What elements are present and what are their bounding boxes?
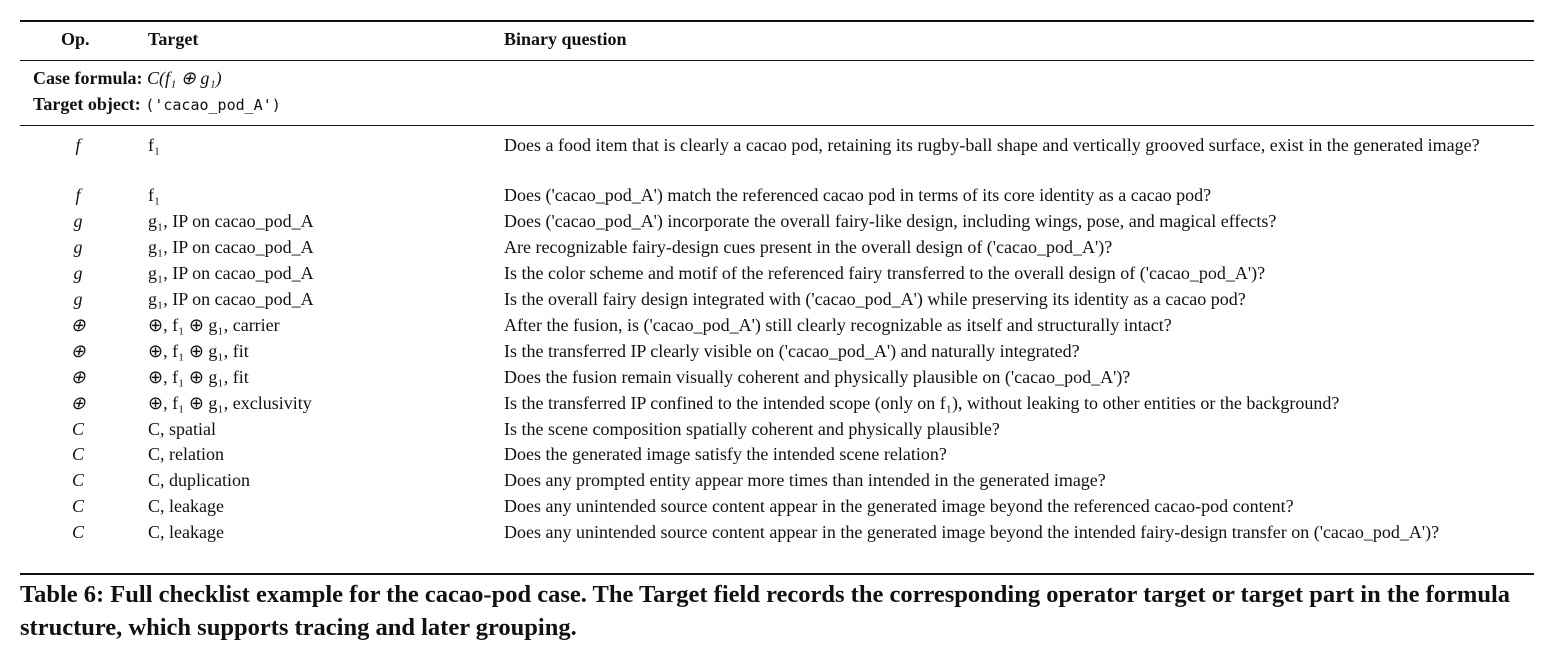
row-op: C xyxy=(71,496,84,516)
header-rule xyxy=(20,60,1534,61)
header-target: Target xyxy=(148,29,199,49)
row-op: ⊕ xyxy=(70,315,86,335)
header-op: Op. xyxy=(61,29,90,49)
row-op: ⊕ xyxy=(70,393,86,413)
row-op: C xyxy=(71,470,84,490)
row-target: g₁, IP on cacao_pod_A xyxy=(148,263,314,283)
row-question: After the fusion, is ('cacao_pod_A') still clearly recognizable as itself and structurally intact? xyxy=(504,315,1172,335)
row-target: f₁ xyxy=(148,135,161,155)
target-object xyxy=(33,94,281,115)
row-question: Does the fusion remain visually coherent and physically plausible on ('cacao_pod_A')? xyxy=(504,367,1131,387)
row-op: g xyxy=(73,211,83,231)
row-target: g₁, IP on cacao_pod_A xyxy=(148,289,314,309)
case-formula-value: C(f₁ ⊕ g₁) xyxy=(146,68,222,88)
row-question: Is the color scheme and motif of the referenced fairy transferred to the overall design of ('cacao_pod_A')? xyxy=(504,263,1266,283)
row-question: Is the transferred IP clearly visible on ('cacao_pod_A') and naturally integrated? xyxy=(504,341,1080,361)
target-object-label: Target object: xyxy=(33,94,141,114)
row-target: ⊕, f₁ ⊕ g₁, carrier xyxy=(148,315,280,335)
case-formula-label: Case formula: xyxy=(33,68,143,88)
row-op: g xyxy=(73,237,83,257)
row-op: g xyxy=(73,289,83,309)
row-target: C, duplication xyxy=(148,470,250,490)
row-question: Does any prompted entity appear more times than intended in the generated image? xyxy=(504,470,1106,490)
header-question: Binary question xyxy=(504,29,627,49)
row-target: C, relation xyxy=(148,444,224,464)
case-rule xyxy=(20,125,1534,126)
row-question: Are recognizable fairy-design cues present in the overall design of ('cacao_pod_A')? xyxy=(504,237,1113,257)
row-question: Is the transferred IP confined to the intended scope (only on f₁), without leaking to other entities or the background? xyxy=(504,393,1340,413)
row-question: Does ('cacao_pod_A') match the referenced cacao pod in terms of its core identity as a cacao pod? xyxy=(504,185,1212,205)
row-target: C, spatial xyxy=(148,419,216,439)
row-target: g₁, IP on cacao_pod_A xyxy=(148,237,314,257)
row-target: ⊕, f₁ ⊕ g₁, fit xyxy=(148,367,249,387)
row-target: ⊕, f₁ ⊕ g₁, fit xyxy=(148,341,249,361)
row-question: Is the overall fairy design integrated with ('cacao_pod_A') while preserving its identity as a cacao pod? xyxy=(504,289,1246,309)
top-rule xyxy=(20,20,1534,22)
bottom-rule xyxy=(20,573,1534,575)
row-op: f xyxy=(75,135,81,155)
row-op: g xyxy=(73,263,83,283)
row-target: g₁, IP on cacao_pod_A xyxy=(148,211,314,231)
row-op: C xyxy=(71,444,84,464)
target-object-value: ('cacao_pod_A') xyxy=(145,96,281,114)
row-op: f xyxy=(75,185,81,205)
row-question: Does any unintended source content appear in the generated image beyond the referenced cacao-pod content? xyxy=(504,496,1294,516)
row-op: C xyxy=(71,419,84,439)
row-target: f₁ xyxy=(148,185,161,205)
row-question: Does ('cacao_pod_A') incorporate the overall fairy-like design, including wings, pose, and magical effects? xyxy=(504,211,1277,231)
row-question: Is the scene composition spatially coherent and physically plausible? xyxy=(504,419,1000,439)
row-target: C, leakage xyxy=(148,496,224,516)
row-op: ⊕ xyxy=(70,341,86,361)
row-op: C xyxy=(71,522,84,542)
row-target: C, leakage xyxy=(148,522,224,542)
case-formula xyxy=(33,68,222,89)
row-question: Does the generated image satisfy the intended scene relation? xyxy=(504,444,947,464)
row-question: Does any unintended source content appear in the generated image beyond the intended fairy-design transfer on ('cacao_pod_A')? xyxy=(504,522,1440,542)
row-question: Does a food item that is clearly a cacao pod, retaining its rugby-ball shape and vertically grooved surface, exist in the generated image? xyxy=(504,135,1480,155)
table-caption: Table 6: Full checklist example for the cacao-pod case. The Target field records the corresponding operator target or target part in the formula structure, which supports tracing and later grouping. xyxy=(20,581,1511,641)
row-target: ⊕, f₁ ⊕ g₁, exclusivity xyxy=(148,393,312,413)
row-op: ⊕ xyxy=(70,367,86,387)
